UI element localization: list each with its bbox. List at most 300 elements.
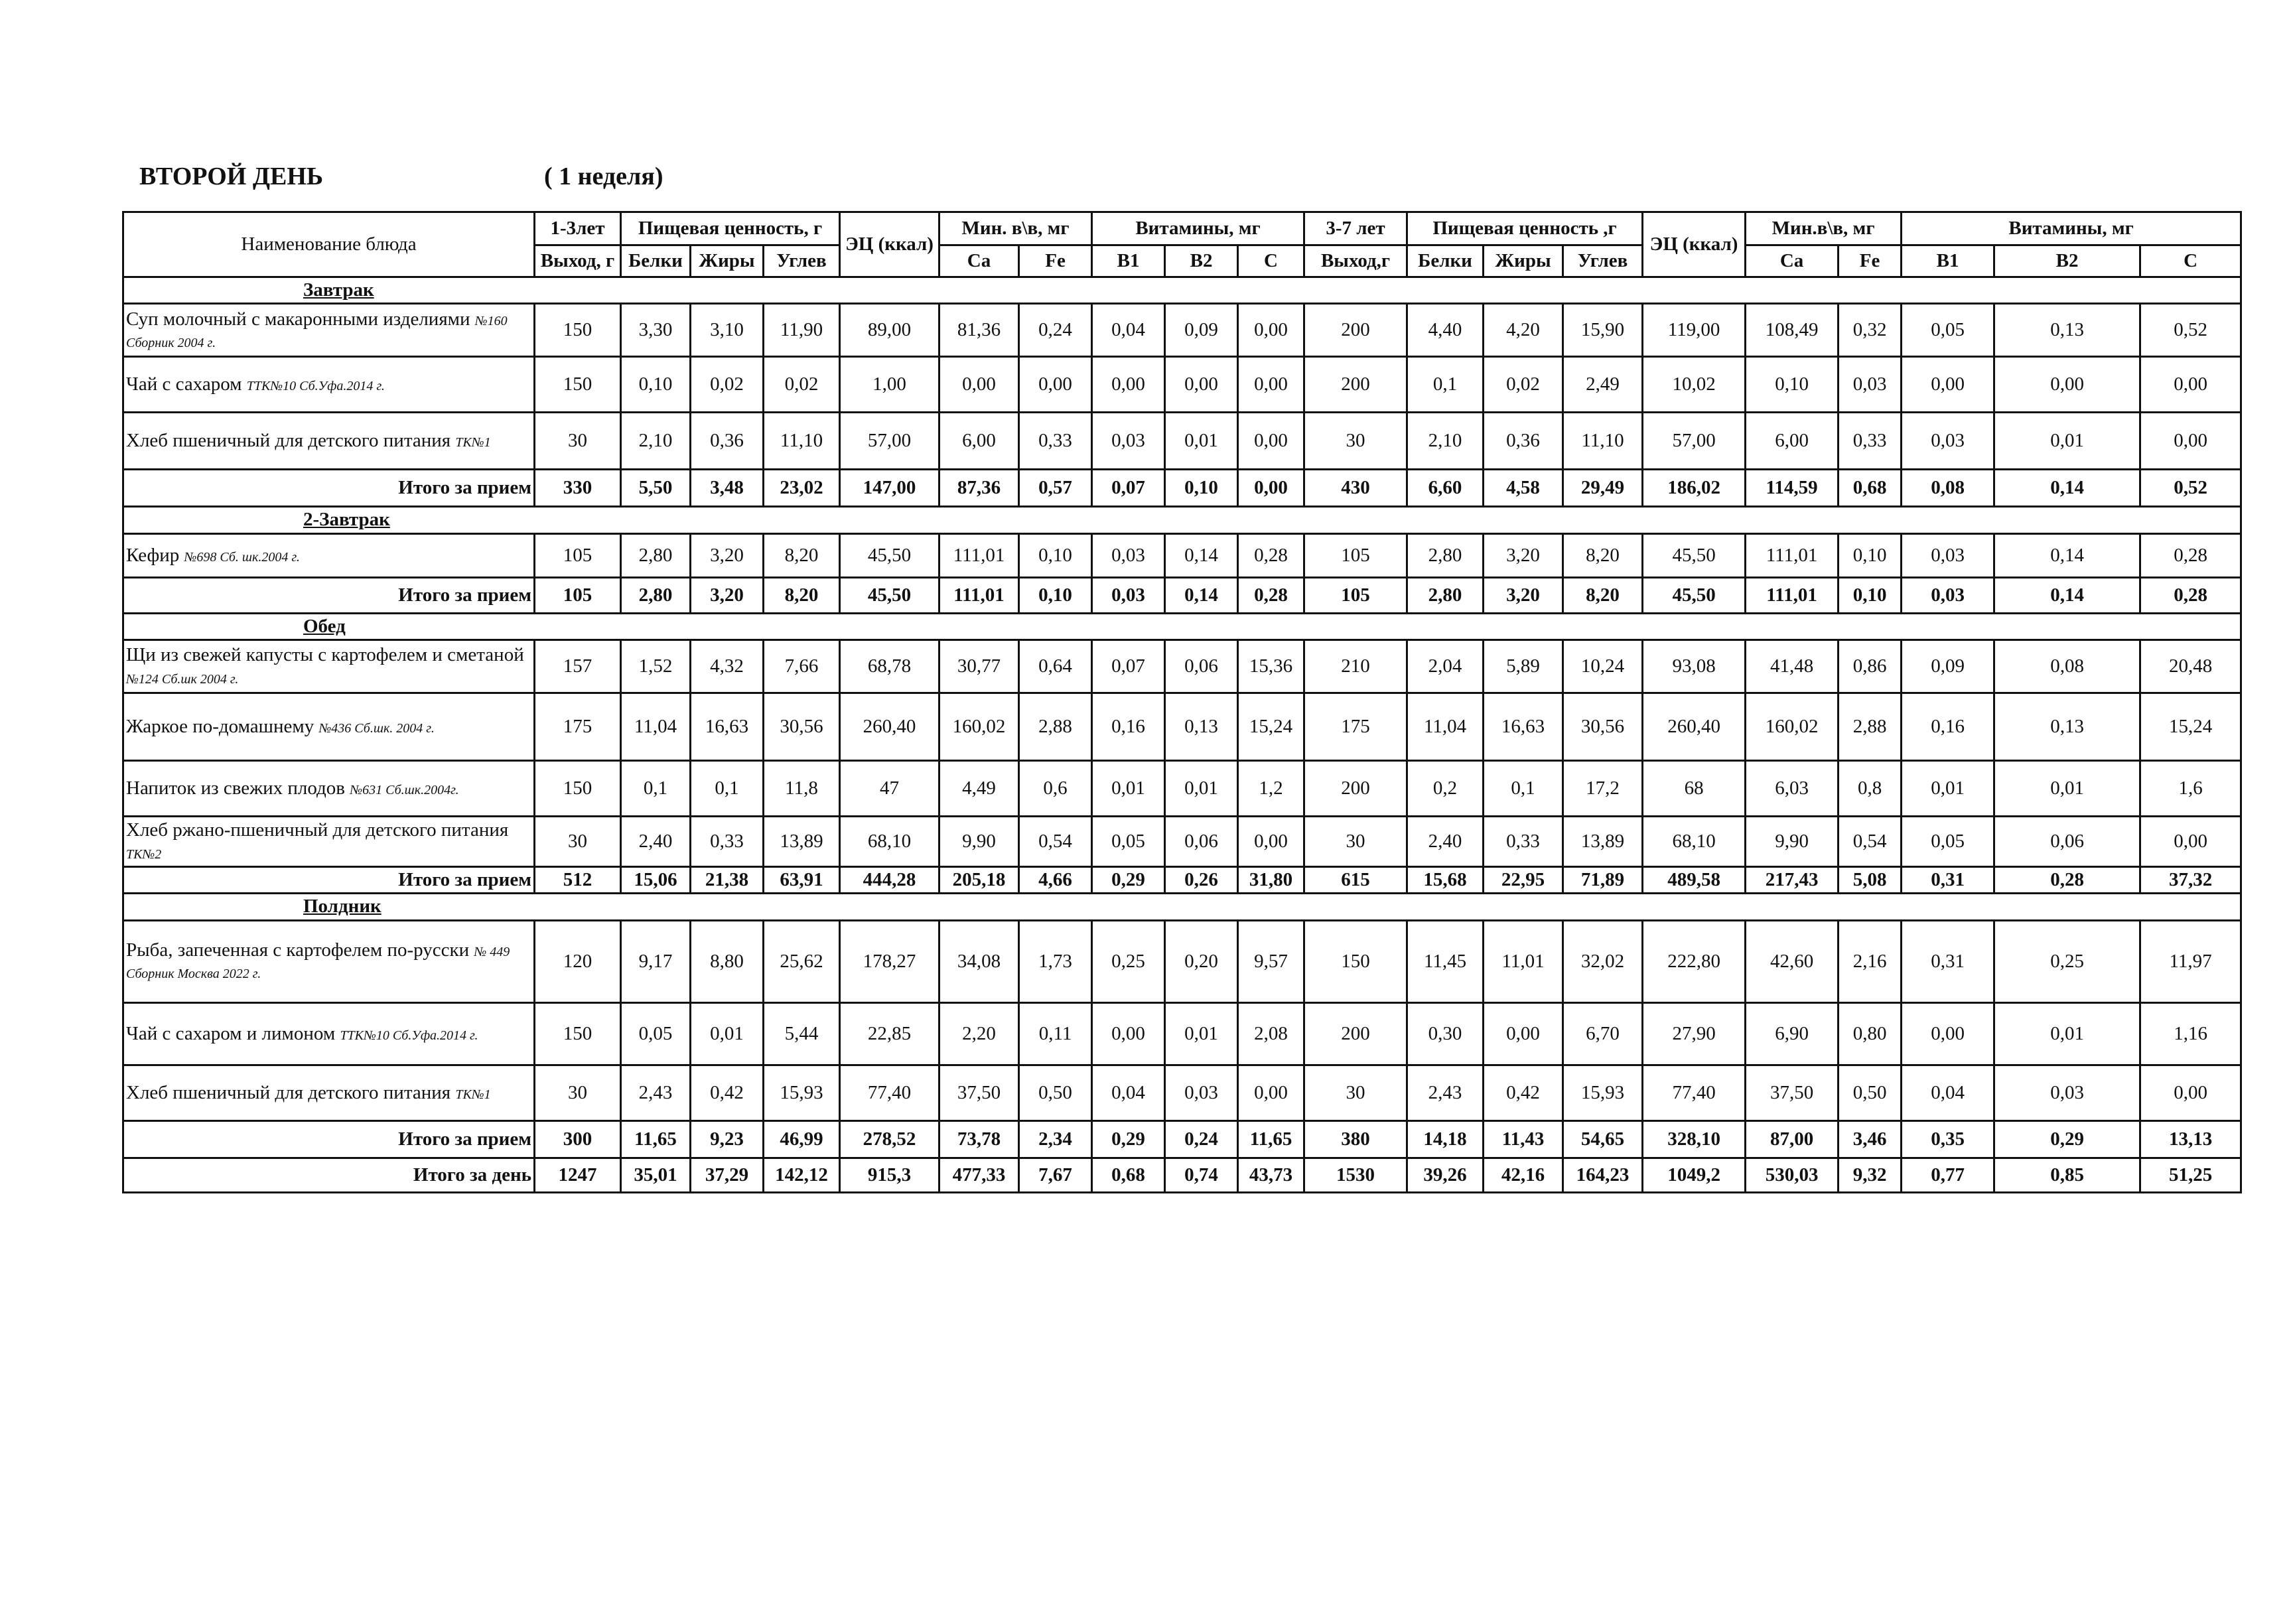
value-cell: 0,29	[1092, 1120, 1165, 1158]
value-cell: 0,11	[1019, 1002, 1092, 1065]
value-cell: 0,01	[1902, 761, 1994, 817]
value-cell: 330	[535, 470, 621, 507]
value-cell: 42,16	[1484, 1158, 1563, 1192]
value-cell: 0,01	[691, 1002, 764, 1065]
value-cell: 0,00	[1092, 357, 1165, 413]
value-cell: 0,03	[1994, 1065, 2140, 1120]
value-cell: 0,10	[1019, 577, 1092, 613]
value-cell: 8,80	[691, 920, 764, 1002]
value-cell: 30	[1304, 1065, 1407, 1120]
value-cell: 6,70	[1563, 1002, 1643, 1065]
value-cell: 200	[1304, 1002, 1407, 1065]
dish-name-cell	[123, 413, 535, 470]
value-cell: 42,60	[1746, 920, 1839, 1002]
value-cell: 120	[535, 920, 621, 1002]
value-cell: 0,00	[939, 357, 1019, 413]
dish-name: Кефир	[126, 544, 180, 566]
value-cell: 15,90	[1563, 304, 1643, 357]
value-cell: 11,04	[1407, 693, 1484, 761]
value-cell: 0,03	[1092, 577, 1165, 613]
value-cell: 2,80	[621, 577, 691, 613]
dish-source: №160 Сборник 2004 г.	[126, 313, 508, 350]
value-cell: 4,32	[691, 640, 764, 693]
table-row	[123, 817, 2241, 867]
value-cell: 0,80	[1839, 1002, 1902, 1065]
value-cell: 1530	[1304, 1158, 1407, 1192]
dish-source: ТК№1	[455, 435, 491, 450]
value-cell: 30	[535, 413, 621, 470]
value-cell: 0,52	[2140, 470, 2241, 507]
value-cell: 0,01	[1165, 761, 1238, 817]
section-title: Завтрак	[123, 277, 2241, 304]
value-cell: 0,50	[1839, 1065, 1902, 1120]
value-cell: 6,60	[1407, 470, 1484, 507]
value-cell: 105	[535, 533, 621, 577]
col-ca2: Ca	[1746, 245, 1839, 277]
value-cell: 2,10	[621, 413, 691, 470]
value-cell: 0,05	[1902, 817, 1994, 867]
value-cell: 0,06	[1165, 640, 1238, 693]
value-cell: 0,24	[1019, 304, 1092, 357]
value-cell: 0,50	[1019, 1065, 1092, 1120]
dish-name-cell	[123, 693, 535, 761]
value-cell: 2,80	[1407, 577, 1484, 613]
value-cell: 0,01	[1994, 761, 2140, 817]
value-cell: 8,20	[764, 577, 840, 613]
value-cell: 0,29	[1994, 1120, 2140, 1158]
value-cell: 2,08	[1238, 1002, 1304, 1065]
menu-body	[123, 277, 2241, 1193]
value-cell: 142,12	[764, 1158, 840, 1192]
value-cell: 13,13	[2140, 1120, 2241, 1158]
value-cell: 3,10	[691, 304, 764, 357]
value-cell: 2,34	[1019, 1120, 1092, 1158]
value-cell: 0,10	[1839, 533, 1902, 577]
value-cell: 0,07	[1092, 470, 1165, 507]
col-age2: 3-7 лет	[1304, 212, 1407, 245]
dish-source: №698 Сб. шк.2004 г.	[184, 549, 300, 565]
value-cell: 0,02	[691, 357, 764, 413]
value-cell: 1049,2	[1643, 1158, 1746, 1192]
value-cell: 0,03	[1165, 1065, 1238, 1120]
dish-name: Чай с сахаром и лимоном	[126, 1022, 336, 1044]
value-cell: 200	[1304, 761, 1407, 817]
value-cell: 45,50	[1643, 577, 1746, 613]
col-c2: C	[2140, 245, 2241, 277]
value-cell: 0,00	[1238, 1065, 1304, 1120]
value-cell: 0,28	[1238, 577, 1304, 613]
value-cell: 4,40	[1407, 304, 1484, 357]
value-cell: 0,2	[1407, 761, 1484, 817]
value-cell: 489,58	[1643, 867, 1746, 894]
value-cell: 0,10	[1165, 470, 1238, 507]
value-cell: 30,56	[1563, 693, 1643, 761]
dish-name: Рыба, запеченная с картофелем по-русски	[126, 939, 470, 961]
value-cell: 0,00	[1902, 1002, 1994, 1065]
value-cell: 37,50	[939, 1065, 1019, 1120]
value-cell: 0,1	[1484, 761, 1563, 817]
dish-name: Суп молочный с макаронными изделиями	[126, 308, 470, 330]
value-cell: 77,40	[840, 1065, 939, 1120]
value-cell: 0,68	[1839, 470, 1902, 507]
col-fe1: Fe	[1019, 245, 1092, 277]
value-cell: 30	[535, 1065, 621, 1120]
table-row	[123, 304, 2241, 357]
value-cell: 150	[535, 357, 621, 413]
value-cell: 477,33	[939, 1158, 1019, 1192]
day-total-row	[123, 1158, 2241, 1192]
value-cell: 9,32	[1839, 1158, 1902, 1192]
dish-name-cell	[123, 920, 535, 1002]
dish-name: Жаркое по-домашнему	[126, 715, 314, 737]
value-cell: 1,52	[621, 640, 691, 693]
value-cell: 3,48	[691, 470, 764, 507]
value-cell: 22,95	[1484, 867, 1563, 894]
value-cell: 2,10	[1407, 413, 1484, 470]
value-cell: 0,00	[1902, 357, 1994, 413]
value-cell: 2,88	[1019, 693, 1092, 761]
value-cell: 111,01	[939, 577, 1019, 613]
value-cell: 150	[535, 304, 621, 357]
value-cell: 0,02	[1484, 357, 1563, 413]
value-cell: 68,78	[840, 640, 939, 693]
value-cell: 157	[535, 640, 621, 693]
value-cell: 1,2	[1238, 761, 1304, 817]
value-cell: 0,28	[1238, 533, 1304, 577]
value-cell: 0,01	[1165, 413, 1238, 470]
dish-name: Хлеб ржано-пшеничный для детского питания	[126, 819, 509, 841]
value-cell: 0,32	[1839, 304, 1902, 357]
value-cell: 105	[535, 577, 621, 613]
value-cell: 160,02	[1746, 693, 1839, 761]
value-cell: 11,43	[1484, 1120, 1563, 1158]
value-cell: 15,36	[1238, 640, 1304, 693]
value-cell: 0,14	[1994, 577, 2140, 613]
value-cell: 0,33	[691, 817, 764, 867]
value-cell: 31,80	[1238, 867, 1304, 894]
value-cell: 0,00	[1238, 470, 1304, 507]
value-cell: 9,90	[1746, 817, 1839, 867]
dish-source: ТТК№10 Сб.Уфа.2014 г.	[246, 379, 385, 394]
value-cell: 41,48	[1746, 640, 1839, 693]
value-cell: 54,65	[1563, 1120, 1643, 1158]
value-cell: 2,16	[1839, 920, 1902, 1002]
value-cell: 87,36	[939, 470, 1019, 507]
col-vit2: Витамины, мг	[1902, 212, 2241, 245]
dish-name-cell	[123, 817, 535, 867]
value-cell: 9,90	[939, 817, 1019, 867]
value-cell: 0,13	[1994, 304, 2140, 357]
col-carb2: Углев	[1563, 245, 1643, 277]
total-label: Итого за прием	[123, 1120, 535, 1158]
value-cell: 39,26	[1407, 1158, 1484, 1192]
value-cell: 175	[1304, 693, 1407, 761]
table-row	[123, 920, 2241, 1002]
value-cell: 0,03	[1902, 533, 1994, 577]
value-cell: 0,00	[2140, 413, 2241, 470]
value-cell: 0,03	[1902, 577, 1994, 613]
section-header	[123, 613, 2241, 640]
value-cell: 0,74	[1165, 1158, 1238, 1192]
value-cell: 2,43	[621, 1065, 691, 1120]
value-cell: 57,00	[840, 413, 939, 470]
week-label: ( 1 неделя)	[544, 163, 663, 190]
value-cell: 11,97	[2140, 920, 2241, 1002]
value-cell: 11,65	[1238, 1120, 1304, 1158]
col-dish-name: Наименование блюда	[123, 212, 535, 277]
value-cell: 0,13	[1165, 693, 1238, 761]
value-cell: 3,20	[1484, 533, 1563, 577]
value-cell: 0,14	[1994, 470, 2140, 507]
dish-name-cell	[123, 761, 535, 817]
value-cell: 23,02	[764, 470, 840, 507]
value-cell: 16,63	[691, 693, 764, 761]
value-cell: 15,93	[764, 1065, 840, 1120]
value-cell: 7,67	[1019, 1158, 1092, 1192]
menu-table	[122, 211, 2242, 1193]
dish-name-cell	[123, 357, 535, 413]
value-cell: 150	[535, 1002, 621, 1065]
section-title: Полдник	[123, 894, 2241, 920]
value-cell: 0,33	[1839, 413, 1902, 470]
value-cell: 11,10	[1563, 413, 1643, 470]
value-cell: 13,89	[1563, 817, 1643, 867]
value-cell: 0,13	[1994, 693, 2140, 761]
dish-source: ТК№2	[126, 846, 162, 862]
value-cell: 105	[1304, 577, 1407, 613]
value-cell: 0,00	[1994, 357, 2140, 413]
value-cell: 512	[535, 867, 621, 894]
value-cell: 147,00	[840, 470, 939, 507]
value-cell: 108,49	[1746, 304, 1839, 357]
col-yield1: Выход, г	[535, 245, 621, 277]
value-cell: 2,43	[1407, 1065, 1484, 1120]
value-cell: 3,30	[621, 304, 691, 357]
col-protein1: Белки	[621, 245, 691, 277]
value-cell: 0,10	[1746, 357, 1839, 413]
value-cell: 0,28	[2140, 577, 2241, 613]
value-cell: 15,68	[1407, 867, 1484, 894]
value-cell: 2,88	[1839, 693, 1902, 761]
value-cell: 0,36	[691, 413, 764, 470]
value-cell: 0,04	[1902, 1065, 1994, 1120]
dish-name-cell	[123, 640, 535, 693]
value-cell: 0,36	[1484, 413, 1563, 470]
value-cell: 11,10	[764, 413, 840, 470]
value-cell: 186,02	[1643, 470, 1746, 507]
value-cell: 8,20	[1563, 577, 1643, 613]
value-cell: 0,10	[621, 357, 691, 413]
value-cell: 2,20	[939, 1002, 1019, 1065]
value-cell: 45,50	[840, 533, 939, 577]
col-b1-1: B1	[1092, 245, 1165, 277]
section-total-row	[123, 1120, 2241, 1158]
value-cell: 77,40	[1643, 1065, 1746, 1120]
col-b1-2: B1	[1902, 245, 1994, 277]
value-cell: 0,14	[1165, 577, 1238, 613]
value-cell: 0,28	[2140, 533, 2241, 577]
total-label: Итого за прием	[123, 577, 535, 613]
section-header	[123, 894, 2241, 920]
value-cell: 93,08	[1643, 640, 1746, 693]
section-header	[123, 277, 2241, 304]
value-cell: 0,03	[1092, 413, 1165, 470]
dish-source: №436 Сб.шк. 2004 г.	[318, 720, 435, 736]
value-cell: 11,01	[1484, 920, 1563, 1002]
value-cell: 4,49	[939, 761, 1019, 817]
value-cell: 0,33	[1484, 817, 1563, 867]
table-row	[123, 693, 2241, 761]
value-cell: 2,04	[1407, 640, 1484, 693]
col-yield2: Выход,г	[1304, 245, 1407, 277]
value-cell: 68	[1643, 761, 1746, 817]
value-cell: 47	[840, 761, 939, 817]
value-cell: 22,85	[840, 1002, 939, 1065]
value-cell: 530,03	[1746, 1158, 1839, 1192]
value-cell: 3,20	[1484, 577, 1563, 613]
value-cell: 1,00	[840, 357, 939, 413]
value-cell: 71,89	[1563, 867, 1643, 894]
value-cell: 160,02	[939, 693, 1019, 761]
value-cell: 0,01	[1994, 413, 2140, 470]
value-cell: 0,08	[1994, 640, 2140, 693]
value-cell: 11,04	[621, 693, 691, 761]
value-cell: 0,8	[1839, 761, 1902, 817]
value-cell: 17,2	[1563, 761, 1643, 817]
value-cell: 0,00	[1238, 817, 1304, 867]
value-cell: 45,50	[1643, 533, 1746, 577]
value-cell: 27,90	[1643, 1002, 1746, 1065]
value-cell: 81,36	[939, 304, 1019, 357]
value-cell: 260,40	[1643, 693, 1746, 761]
value-cell: 0,1	[691, 761, 764, 817]
value-cell: 1,73	[1019, 920, 1092, 1002]
value-cell: 150	[535, 761, 621, 817]
value-cell: 0,28	[1994, 867, 2140, 894]
value-cell: 0,01	[1994, 1002, 2140, 1065]
dish-source: ТК№1	[455, 1087, 491, 1102]
value-cell: 20,48	[2140, 640, 2241, 693]
value-cell: 15,93	[1563, 1065, 1643, 1120]
value-cell: 37,29	[691, 1158, 764, 1192]
value-cell: 111,01	[1746, 577, 1839, 613]
value-cell: 30	[535, 817, 621, 867]
value-cell: 175	[535, 693, 621, 761]
value-cell: 68,10	[1643, 817, 1746, 867]
value-cell: 5,44	[764, 1002, 840, 1065]
value-cell: 150	[1304, 920, 1407, 1002]
value-cell: 30	[1304, 817, 1407, 867]
section-header	[123, 507, 2241, 533]
value-cell: 5,50	[621, 470, 691, 507]
value-cell: 0,57	[1019, 470, 1092, 507]
value-cell: 0,35	[1902, 1120, 1994, 1158]
value-cell: 222,80	[1643, 920, 1746, 1002]
value-cell: 164,23	[1563, 1158, 1643, 1192]
value-cell: 300	[535, 1120, 621, 1158]
value-cell: 0,04	[1092, 304, 1165, 357]
value-cell: 4,20	[1484, 304, 1563, 357]
value-cell: 0,42	[1484, 1065, 1563, 1120]
col-fat2: Жиры	[1484, 245, 1563, 277]
page-title: ВТОРОЙ ДЕНЬ	[139, 163, 324, 190]
value-cell: 205,18	[939, 867, 1019, 894]
value-cell: 114,59	[1746, 470, 1839, 507]
value-cell: 0,05	[1092, 817, 1165, 867]
col-b2-2: B2	[1994, 245, 2140, 277]
value-cell: 444,28	[840, 867, 939, 894]
col-protein2: Белки	[1407, 245, 1484, 277]
table-row	[123, 533, 2241, 577]
value-cell: 2,49	[1563, 357, 1643, 413]
section-title: 2-Завтрак	[123, 507, 2241, 533]
value-cell: 0,01	[1092, 761, 1165, 817]
value-cell: 0,1	[1407, 357, 1484, 413]
value-cell: 3,20	[691, 577, 764, 613]
value-cell: 5,89	[1484, 640, 1563, 693]
value-cell: 0,29	[1092, 867, 1165, 894]
value-cell: 0,14	[1165, 533, 1238, 577]
value-cell: 0,00	[1238, 304, 1304, 357]
value-cell: 0,16	[1902, 693, 1994, 761]
col-min2: Мин.в\в, мг	[1746, 212, 1902, 245]
value-cell: 0,25	[1092, 920, 1165, 1002]
value-cell: 2,40	[621, 817, 691, 867]
value-cell: 30,56	[764, 693, 840, 761]
value-cell: 0,09	[1165, 304, 1238, 357]
value-cell: 37,50	[1746, 1065, 1839, 1120]
col-nutr1: Пищевая ценность, г	[621, 212, 840, 245]
dish-name: Щи из свежей капусты с картофелем и сметаной	[126, 644, 524, 666]
dish-name-cell	[123, 533, 535, 577]
value-cell: 0,00	[1484, 1002, 1563, 1065]
value-cell: 87,00	[1746, 1120, 1839, 1158]
dish-name: Хлеб пшеничный для детского питания	[126, 430, 451, 452]
value-cell: 0,00	[1019, 357, 1092, 413]
value-cell: 0,30	[1407, 1002, 1484, 1065]
value-cell: 6,00	[939, 413, 1019, 470]
value-cell: 37,32	[2140, 867, 2241, 894]
value-cell: 0,00	[1238, 413, 1304, 470]
value-cell: 0,00	[1165, 357, 1238, 413]
value-cell: 0,10	[1019, 533, 1092, 577]
day-total-label: Итого за день	[123, 1158, 535, 1192]
col-age1: 1-3лет	[535, 212, 621, 245]
value-cell: 0,07	[1092, 640, 1165, 693]
value-cell: 11,45	[1407, 920, 1484, 1002]
value-cell: 0,33	[1019, 413, 1092, 470]
col-c1: C	[1238, 245, 1304, 277]
dish-name: Хлеб пшеничный для детского питания	[126, 1081, 451, 1103]
value-cell: 615	[1304, 867, 1407, 894]
value-cell: 32,02	[1563, 920, 1643, 1002]
value-cell: 0,05	[1902, 304, 1994, 357]
value-cell: 915,3	[840, 1158, 939, 1192]
value-cell: 210	[1304, 640, 1407, 693]
value-cell: 0,03	[1092, 533, 1165, 577]
section-total-row	[123, 470, 2241, 507]
col-fat1: Жиры	[691, 245, 764, 277]
value-cell: 11,90	[764, 304, 840, 357]
value-cell: 278,52	[840, 1120, 939, 1158]
value-cell: 0,06	[1165, 817, 1238, 867]
value-cell: 260,40	[840, 693, 939, 761]
value-cell: 2,80	[1407, 533, 1484, 577]
value-cell: 6,90	[1746, 1002, 1839, 1065]
value-cell: 30	[1304, 413, 1407, 470]
value-cell: 0,1	[621, 761, 691, 817]
dish-name: Чай с сахаром	[126, 373, 242, 395]
